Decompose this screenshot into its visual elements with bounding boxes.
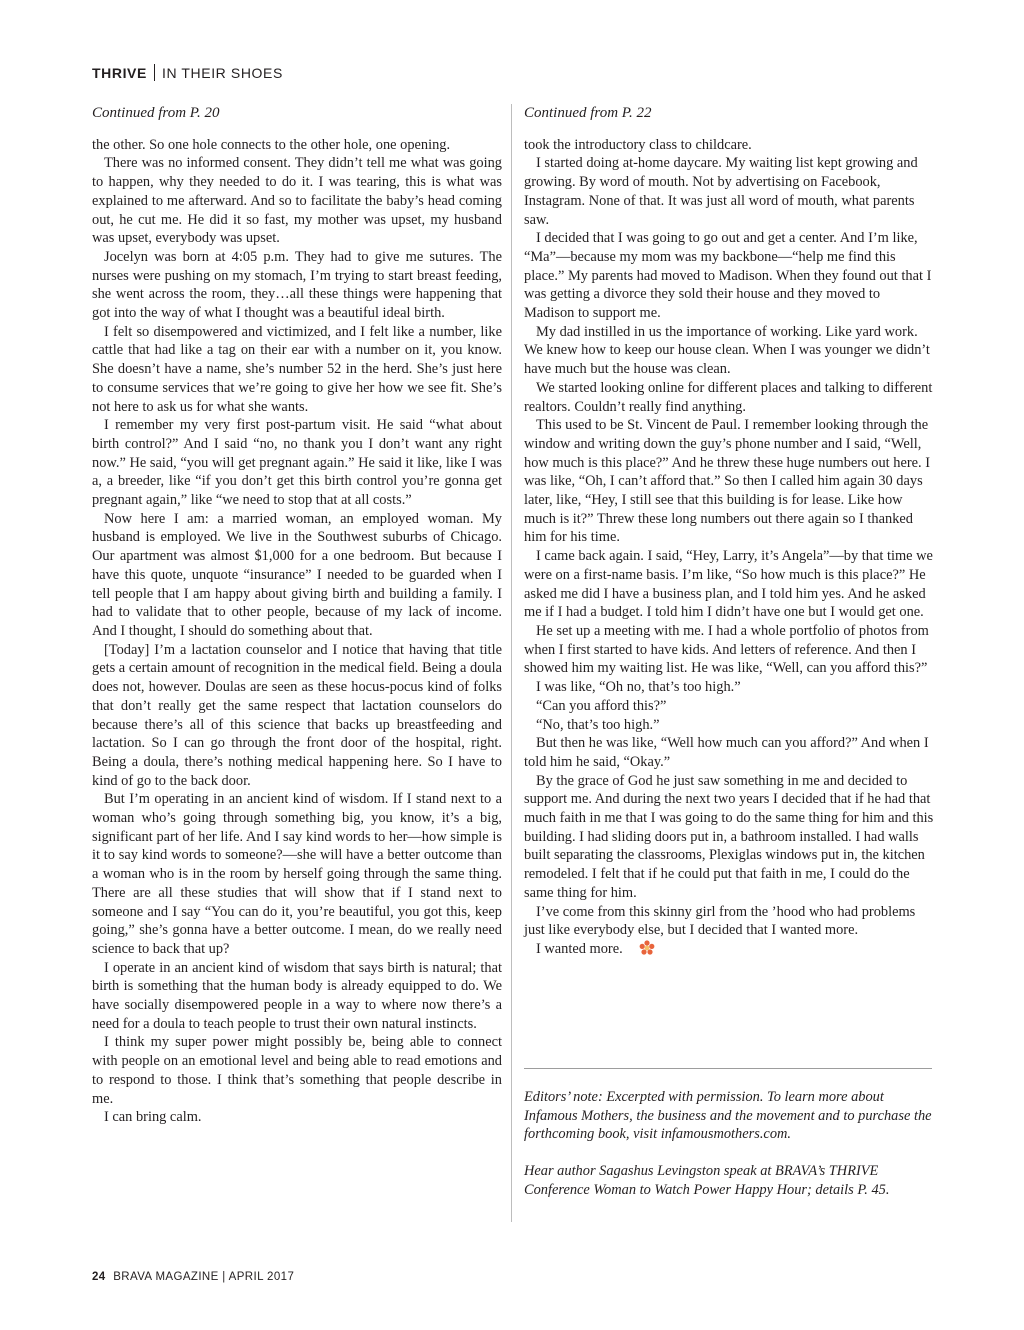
paragraph: “Can you afford this?” [536,697,667,714]
editors-note [524,1088,934,1218]
final-paragraph [524,940,934,962]
right-column [524,104,934,962]
editors-note-text: Editors’ note: Excerpted with permission. To learn more about Infamous Mothers, the business and the movement and to purchase the forthcoming book, visit infamousmothers.com. [524,1089,932,1143]
publication-line: BRAVA MAGAZINE | APRIL 2017 [113,1271,295,1283]
paragraph: This used to be St. Vincent de Paul. I remember looking through the window and writing down the guy’s phone number and I said, “Well, how much is this place?” And he threw these huge numbers out here. I was like, “Oh, I can’t afford that.” So then I called him again 30 days later, like, “Hey, I still see that this building is for lease. Like how much is it?” Threw these long numbers out there again so I thanked him for his time. [524,417,931,546]
flower-end-mark-icon [627,940,655,962]
paragraph: I remember my very first post-partum visit. He said “what about birth control?” And I said “no, no thank you I don’t want any right now.” He said, “you will get pregnant again.” He said it like, like I was a, a breeder, like “if you don’t get this birth control you’re gonna get pregnant again,” like “we need to stop that at all costs.” [92,417,502,509]
column-divider [511,104,512,1222]
note-divider [524,1068,932,1069]
paragraph: took the introductory class to childcare. [524,136,752,153]
paragraph: I think my super power might possibly be, being able to connect with people on an emotional level and being able to read emotions and to respond to those. I think that’s something that people describe in me. [92,1034,502,1107]
paragraph: By the grace of God he just saw something in me and decided to support me. And during the next two years I decided that if he had that much faith in me that I was going to do the same thing for him and this building. I had sliding doors put in, a bathroom installed. I had walls built separating the classrooms, Plexiglas windows put in, the kitchen remodeled. I felt that if he could put that faith in me, I could do the same thing for him. [524,772,934,901]
left-column [92,104,502,1127]
continued-from-label: Continued from P. 22 [524,105,652,121]
subsection-label: IN THEIR SHOES [161,64,283,81]
paragraph: Jocelyn was born at 4:05 p.m. They had to give me sutures. The nurses were pushing on my stomach, I’m trying to start breast feeding, she went across the room, they…all these things were happening that got into the way of what I thought was a beautiful ideal birth. [92,248,502,322]
continued-from-label: Continued from P. 20 [92,105,220,121]
paragraph: But I’m operating in an ancient kind of wisdom. If I stand next to a woman who’s going through something big, you know, it’s a big, significant part of her life. And I say kind words to her—how simple is it to say kind words to someone?—she will have a better outcome than a woman who is in the room by herself going through the same thing. There are all these studies that will show that if I stand next to someone and I say “You can do it, you’re beautiful, you got this, keep going,” she’s gonna have a better outcome. I mean, do we really need science to back that up? [92,791,502,957]
paragraph-text: I wanted more. [536,940,623,957]
paragraph: “No, that’s too high.” [536,716,660,733]
paragraph: But then he was like, “Well how much can you afford?” And when I told him he said, “Okay.” [524,735,929,770]
event-note-text: Hear author Sagashus Levingston speak at BRAVA’s THRIVE Conference Woman to Watch Power Happy Hour; details P. 45. [524,1163,890,1198]
paragraph: I felt so disempowered and victimized, and I felt like a number, like cattle that had like a tag on their ear with a number on it, you know. She doesn’t have a name, she’s number 52 in the herd. She’s just here to consume services that we’re going to give her how we see fit. She’s not here to ask us for what she wants. [92,323,502,415]
paragraph: He set up a meeting with me. I had a whole portfolio of photos from when I first started to have kids. And letters of reference. And then I showed him my waiting list. He was like, “Well, can you afford this?” [524,622,929,677]
page-footer [92,1271,294,1283]
page-number: 24 [92,1271,106,1283]
header-divider [154,64,155,81]
paragraph: I started doing at-home daycare. My waiting list kept growing and growing. By word of mouth. Not by advertising on Facebook, Instagram. None of that. It was just all word of mouth, what parents saw. [524,155,918,228]
paragraph: Now here I am: a married woman, an employed woman. My husband is employed. We live in the Southwest suburbs of Chicago. Our apartment was almost $1,000 for a one bedroom. But because I have this quote, unquote “insurance” I needed to be guarded when I tell people that I am happy about giving birth and building a family. I had to validate that to other people, because of my lack of income. And I thought, I should do something about that. [92,510,502,639]
paragraph: My dad instilled in us the importance of working. Like yard work. We knew how to keep our house clean. When I was younger we didn’t have much but the house was clean. [524,323,930,378]
page-header [92,64,283,81]
paragraph: [Today] I’m a lactation counselor and I notice that having that title gets a certain amount of recognition in the medical field. Being a doula does not, however. Doulas are seen as these hocus-pocus kind of folks that don’t really get the same respect that lactation counselors do because there’s all of this science that backs up breastfeeding and lactation. So I can go through the front door of the hospital, right. Being a doula, there’s nothing medical happening here. So I have to kind of go to the back door. [92,641,502,789]
paragraph: We started looking online for different places and talking to different realtors. Couldn’t really find anything. [524,379,933,415]
paragraph: I was like, “Oh no, that’s too high.” [536,679,741,696]
paragraph: There was no informed consent. They didn’t tell me what was going to happen, why they needed to do it. I was tearing, this is what was explained to me afterward. And so to facilitate the baby’s head coming out, he cut me. He did it so fast, my mother was upset, my husband was upset, everybody was upset. [92,155,502,247]
paragraph: the other. So one hole connects to the other hole, one opening. [92,136,451,153]
paragraph: I’ve come from this skinny girl from the ’hood who had problems just like everybody else, but I decided that I wanted more. [524,903,916,939]
paragraph: I can bring calm. [104,1109,202,1126]
section-label: THRIVE [92,64,147,81]
paragraph: I came back again. I said, “Hey, Larry, it’s Angela”—by that time we were on a first-name basis. I’m like, “So how much is this place?” He asked me did I have a business plan, and I told him yes. And he asked me if I had a budget. I told him I didn’t have one but I would get one. [524,548,933,621]
paragraph: I decided that I was going to go out and get a center. And I’m like, “Ma”—because my mom was my backbone—“help me find this place.” My parents had moved to Madison. When they found out that I was getting a divorce they sold their house and they moved to Madison to support me. [524,230,932,322]
paragraph: I operate in an ancient kind of wisdom that says birth is natural; that birth is something that the human body is already equipped to do. We have socially disempowered people in a way to where now there’s a need for a doula to teach people to trust their own natural instincts. [92,959,502,1032]
